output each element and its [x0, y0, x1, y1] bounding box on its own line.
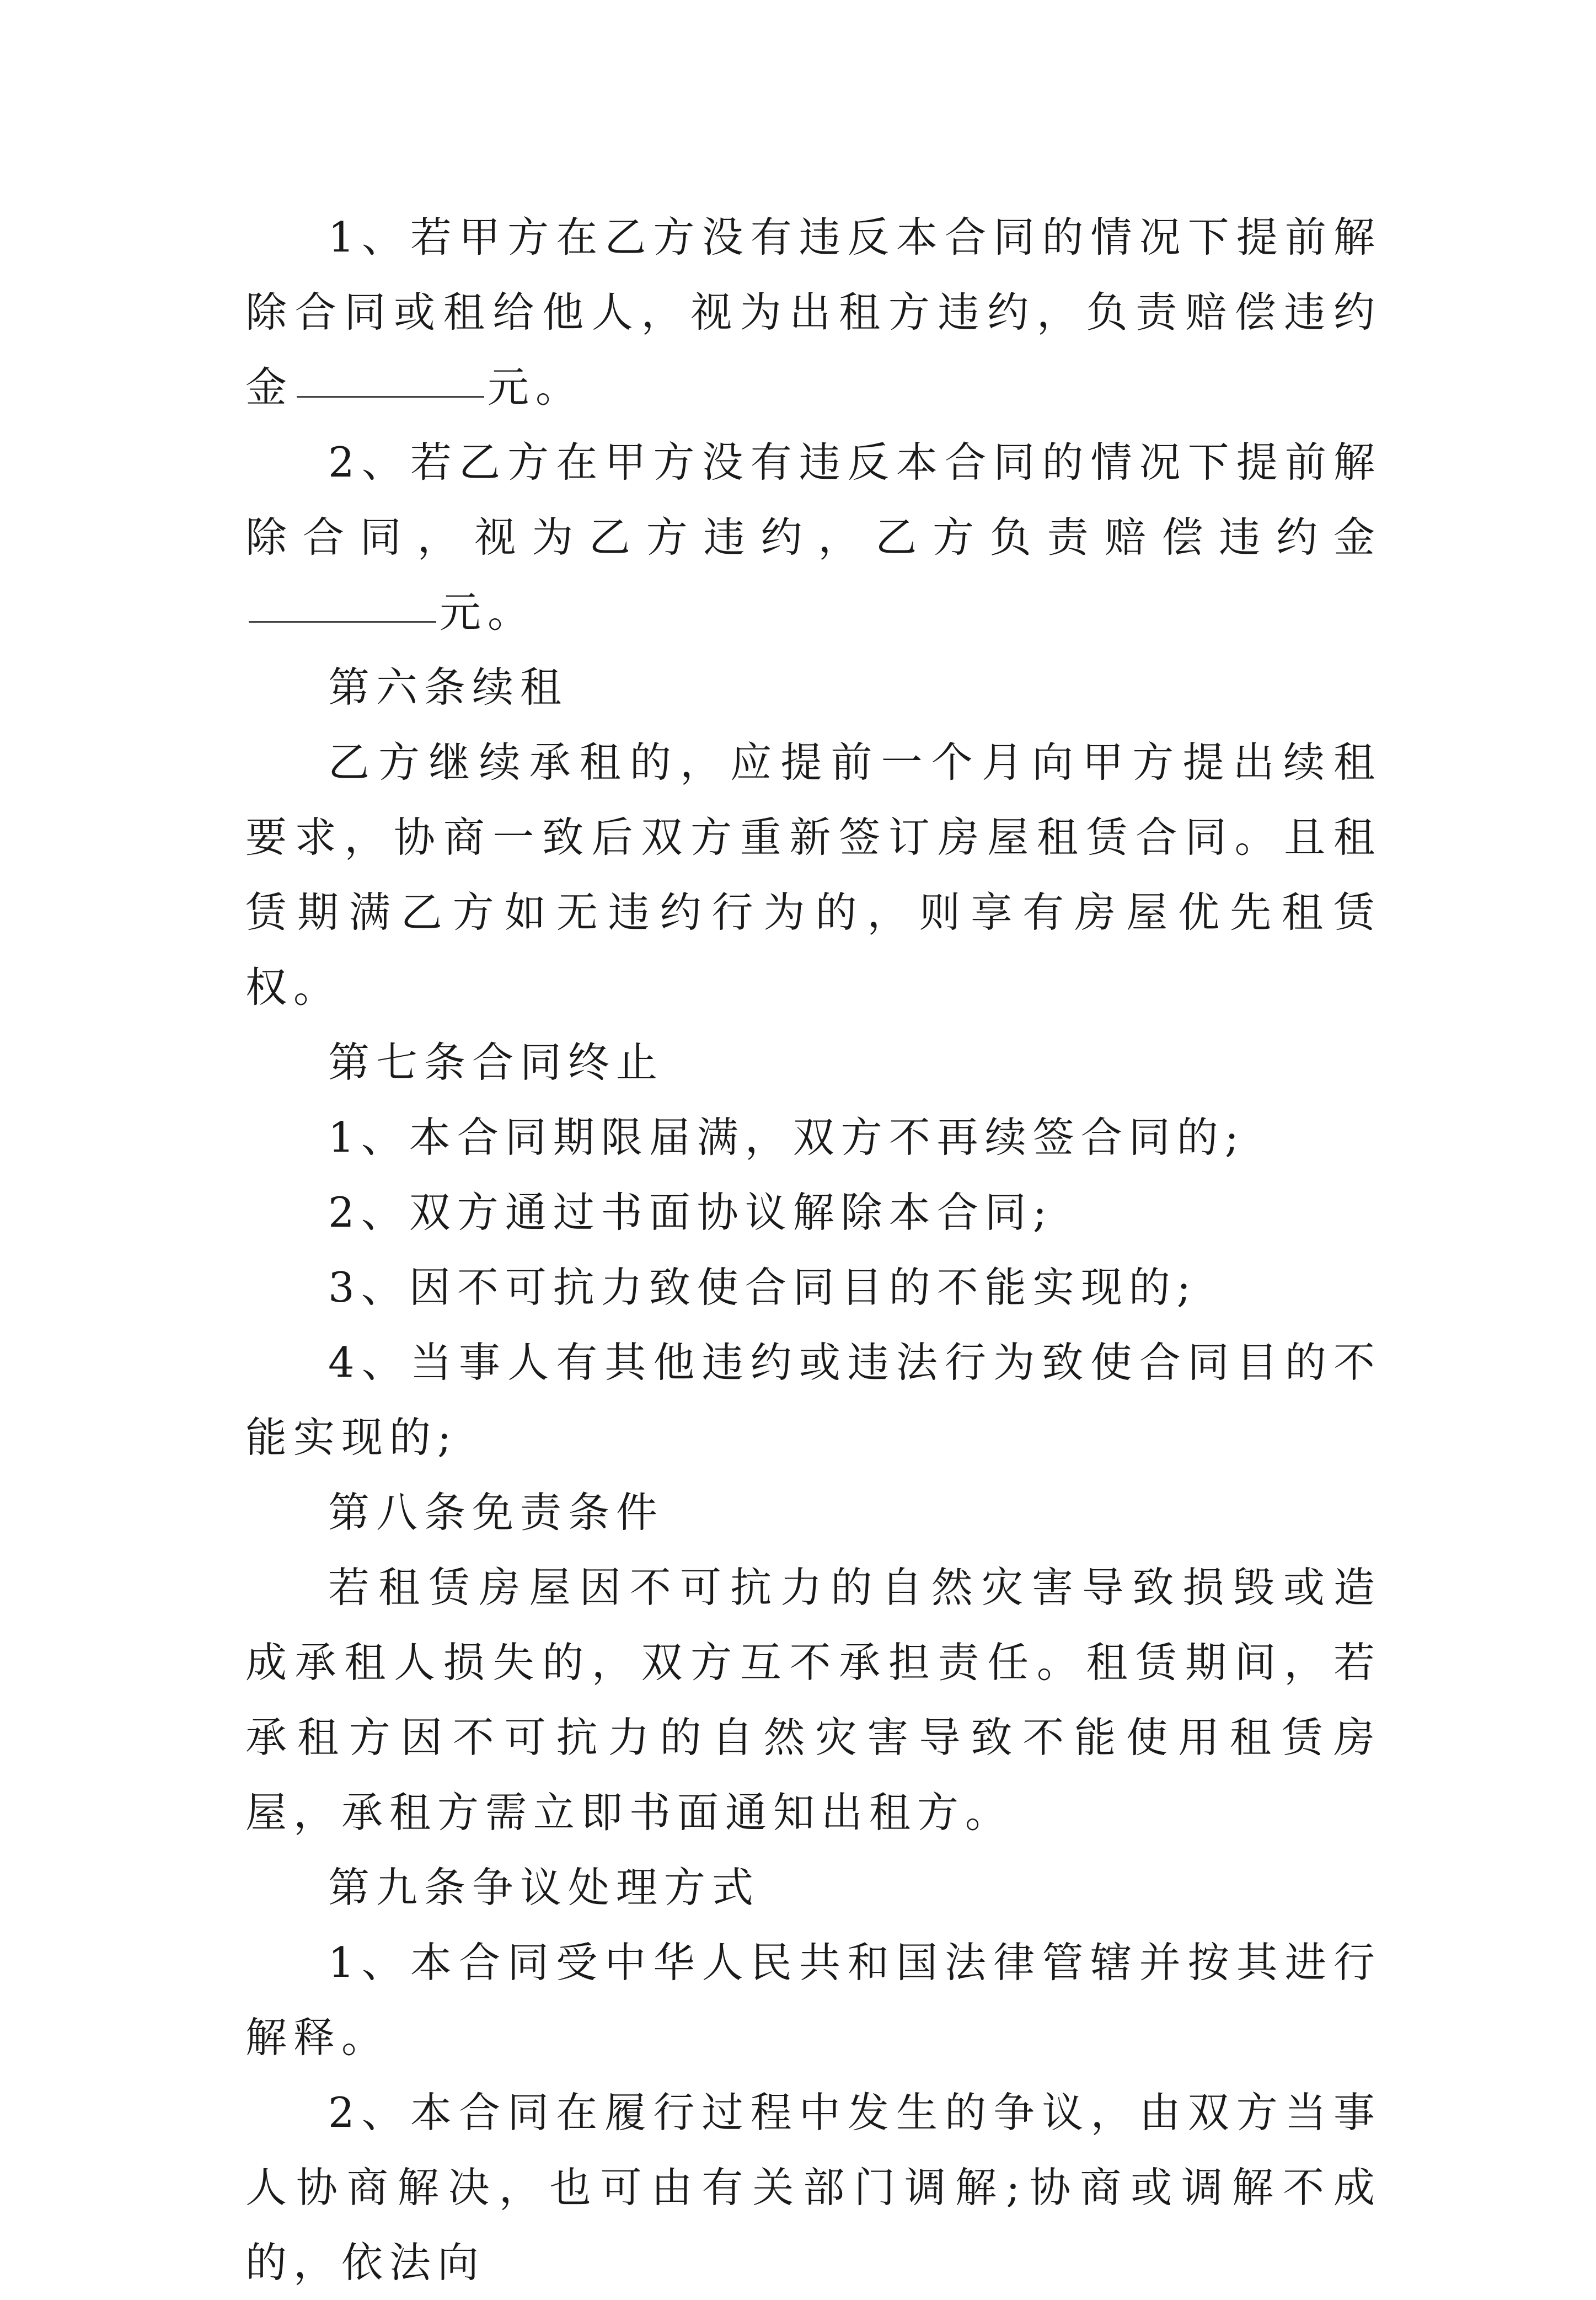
article-heading: 第七条合同终止 [328, 1038, 665, 1087]
clause-paragraph: 若租赁房屋因不可抗力的自然灾害导致损毁或造成承租人损失的，双方互不承担责任。租赁期间，若承租方因不可抗力的自然灾害导致不能使用租赁房屋，承租方需立即书面通知出租方。 [245, 1563, 1381, 1837]
document-body [245, 200, 1381, 2300]
clause-paragraph: 4、当事人有其他违约或违法行为致使合同目的不能实现的; [245, 1338, 1381, 1462]
clause-paragraph: 1、本合同期限届满，双方不再续签合同的; [328, 1113, 1245, 1162]
article-heading: 第六条续租 [328, 663, 569, 712]
blank-amount-field [249, 621, 436, 623]
clause-paragraph: 3、因不可抗力致使合同目的不能实现的; [328, 1263, 1197, 1312]
clause-paragraph: 乙方继续承租的，应提前一个月向甲方提出续租要求，协商一致后双方重新签订房屋租赁合同。且租赁期满乙方如无违约行为的，则享有房屋优先租赁权。 [245, 738, 1381, 1012]
clause-paragraph [245, 425, 1381, 650]
clause-text: 2、若乙方在甲方没有违反本合同的情况下提前解除合同，视为乙方违约，乙方负责赔偿违约金 [245, 438, 1381, 561]
clause-text: 元。 [440, 588, 536, 636]
article-heading: 第八条免责条件 [328, 1488, 665, 1537]
clause-paragraph: 1、本合同受中华人民共和国法律管辖并按其进行解释。 [245, 1938, 1381, 2062]
clause-paragraph: 2、本合同在履行过程中发生的争议，由双方当事人协商解决，也可由有关部门调解;协商或调解不成的，依法向 [245, 2088, 1381, 2287]
clause-paragraph: 2、双方通过书面协议解除本合同; [328, 1188, 1053, 1237]
clause-text: 1、若甲方在乙方没有违反本合同的情况下提前解除合同或租给他人，视为出租方违约，负责赔偿违约金 [245, 213, 1381, 411]
blank-amount-field [297, 395, 484, 398]
article-heading: 第九条争议处理方式 [328, 1863, 760, 1912]
clause-paragraph [245, 200, 1381, 425]
clause-text: 元。 [488, 363, 584, 411]
